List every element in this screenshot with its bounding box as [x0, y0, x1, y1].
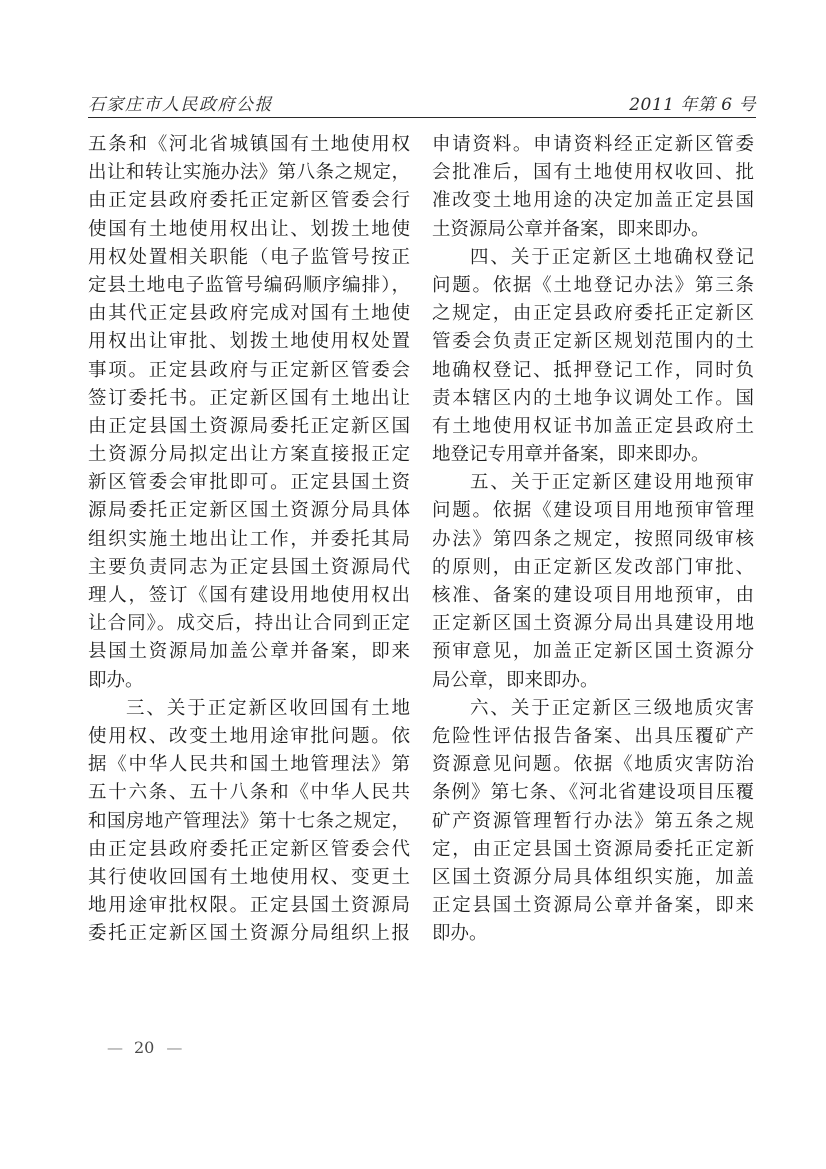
- text-line: 地登记专用章并备案，即来即办。: [432, 444, 710, 466]
- text-line: 由正定县政府委托正定新区管委会代: [88, 838, 410, 860]
- text-line: 让合同》。成交后，持出让合同到正定: [88, 613, 410, 635]
- text-line: 土资源分局拟定出让方案直接报正定: [88, 444, 410, 466]
- text-line: 五条和《河北省城镇国有土地使用权: [88, 134, 410, 155]
- text-line: 办法》第四条之规定，按照同级审核: [432, 528, 754, 550]
- text-line: 土资源局公章并备案，即来即办。: [432, 218, 710, 240]
- text-line: 和国房地产管理法》第十七条之规定，: [88, 810, 410, 832]
- text-line: 主要负责同志为正定县国土资源局代: [88, 556, 410, 578]
- text-line: 矿产资源管理暂行办法》第五条之规: [432, 810, 754, 832]
- footer-dash-right: —: [166, 1038, 182, 1057]
- text-line: 即办。: [88, 669, 144, 691]
- text-line: 三、关于正定新区收回国有土地: [126, 697, 410, 719]
- text-line: 局公章，即来即办。: [432, 669, 599, 691]
- text-line: 准改变土地用途的决定加盖正定县国: [432, 190, 754, 212]
- text-line: 其行使收回国有土地使用权、变更土: [88, 866, 410, 888]
- text-line: 问题。依据《土地登记办法》第三条: [432, 274, 754, 296]
- text-line: 区国土资源分局具体组织实施，加盖: [432, 866, 754, 888]
- header-rule: [88, 117, 756, 118]
- text-line: 县国土资源局加盖公章并备案，即来: [88, 641, 410, 663]
- text-line: 资源意见问题。依据《地质灾害防治: [432, 754, 754, 776]
- text-line: 五十六条、五十八条和《中华人民共: [88, 782, 410, 804]
- text-line: 即办。: [432, 923, 488, 945]
- text-line: 四、关于正定新区土地确权登记: [470, 246, 754, 268]
- text-line: 六、关于正定新区三级地质灾害: [470, 697, 754, 719]
- text-line: 有土地使用权证书加盖正定县政府土: [432, 415, 754, 437]
- text-line: 正定县国土资源局公章并备案，即来: [432, 895, 754, 917]
- text-line: 责本辖区内的土地争议调处工作。国: [432, 387, 754, 409]
- text-line: 新区管委会审批即可。正定县国土资: [88, 472, 410, 494]
- text-line: 委托正定新区国土资源分局组织上报: [88, 923, 410, 945]
- text-line: 会批准后，国有土地使用权收回、批: [432, 162, 754, 184]
- text-line: 预审意见，加盖正定新区国土资源分: [432, 641, 754, 663]
- text-line: 据《中华人民共和国土地管理法》第: [88, 754, 410, 776]
- text-line: 由正定县政府委托正定新区管委会行: [88, 190, 410, 212]
- text-line: 用权处置相关职能（电子监管号按正: [88, 246, 410, 268]
- text-line: 由其代正定县政府完成对国有土地使: [88, 303, 410, 325]
- issue-number: 2011 年第 6 号: [629, 95, 756, 115]
- text-line: 正定新区国土资源分局出具建设用地: [432, 613, 754, 635]
- left-text-column: [88, 131, 410, 948]
- text-line: 危险性评估报告备案、出具压覆矿产: [432, 725, 754, 747]
- text-line: 由正定县国土资源局委托正定新区国: [88, 415, 410, 437]
- text-line: 使用权、改变土地用途审批问题。依: [88, 725, 410, 747]
- text-line: 理人，签订《国有建设用地使用权出: [88, 585, 410, 606]
- text-line: 条例》第七条、《河北省建设项目压覆: [432, 782, 754, 804]
- text-line: 使国有土地使用权出让、划拨土地使: [88, 218, 410, 240]
- text-line: 事项。正定县政府与正定新区管委会: [88, 359, 410, 381]
- publication-title: 石家庄市人民政府公报: [88, 95, 273, 115]
- right-text-column: [432, 131, 754, 948]
- text-line: 五、关于正定新区建设用地预审: [470, 472, 754, 494]
- text-line: 定，由正定县国土资源局委托正定新: [432, 838, 754, 860]
- text-line: 源局委托正定新区国土资源分局具体: [88, 500, 410, 522]
- text-line: 申请资料。申请资料经正定新区管委: [432, 134, 754, 155]
- text-line: 的原则，由正定新区发改部门审批、: [432, 556, 754, 578]
- text-line: 管委会负责正定新区规划范围内的土: [432, 331, 754, 353]
- text-line: 地用途审批权限。正定县国土资源局: [88, 895, 410, 917]
- text-line: 定县土地电子监管号编码顺序编排），: [88, 274, 410, 296]
- page-number: 20: [134, 1038, 155, 1057]
- footer-dash-left: —: [107, 1038, 122, 1057]
- text-line: 签订委托书。正定新区国有土地出让: [88, 387, 410, 409]
- text-line: 核准、备案的建设项目用地预审，由: [432, 585, 754, 606]
- text-line: 地确权登记、抵押登记工作，同时负: [432, 359, 754, 381]
- page-footer: [107, 1038, 181, 1057]
- text-line: 组织实施土地出让工作，并委托其局: [88, 528, 410, 550]
- text-line: 用权出让审批、划拨土地使用权处置: [88, 331, 410, 353]
- page-header: [88, 90, 756, 115]
- text-line: 问题。依据《建设项目用地预审管理: [432, 500, 754, 522]
- text-line: 之规定，由正定县政府委托正定新区: [432, 303, 754, 325]
- text-line: 出让和转让实施办法》第八条之规定，: [88, 162, 410, 184]
